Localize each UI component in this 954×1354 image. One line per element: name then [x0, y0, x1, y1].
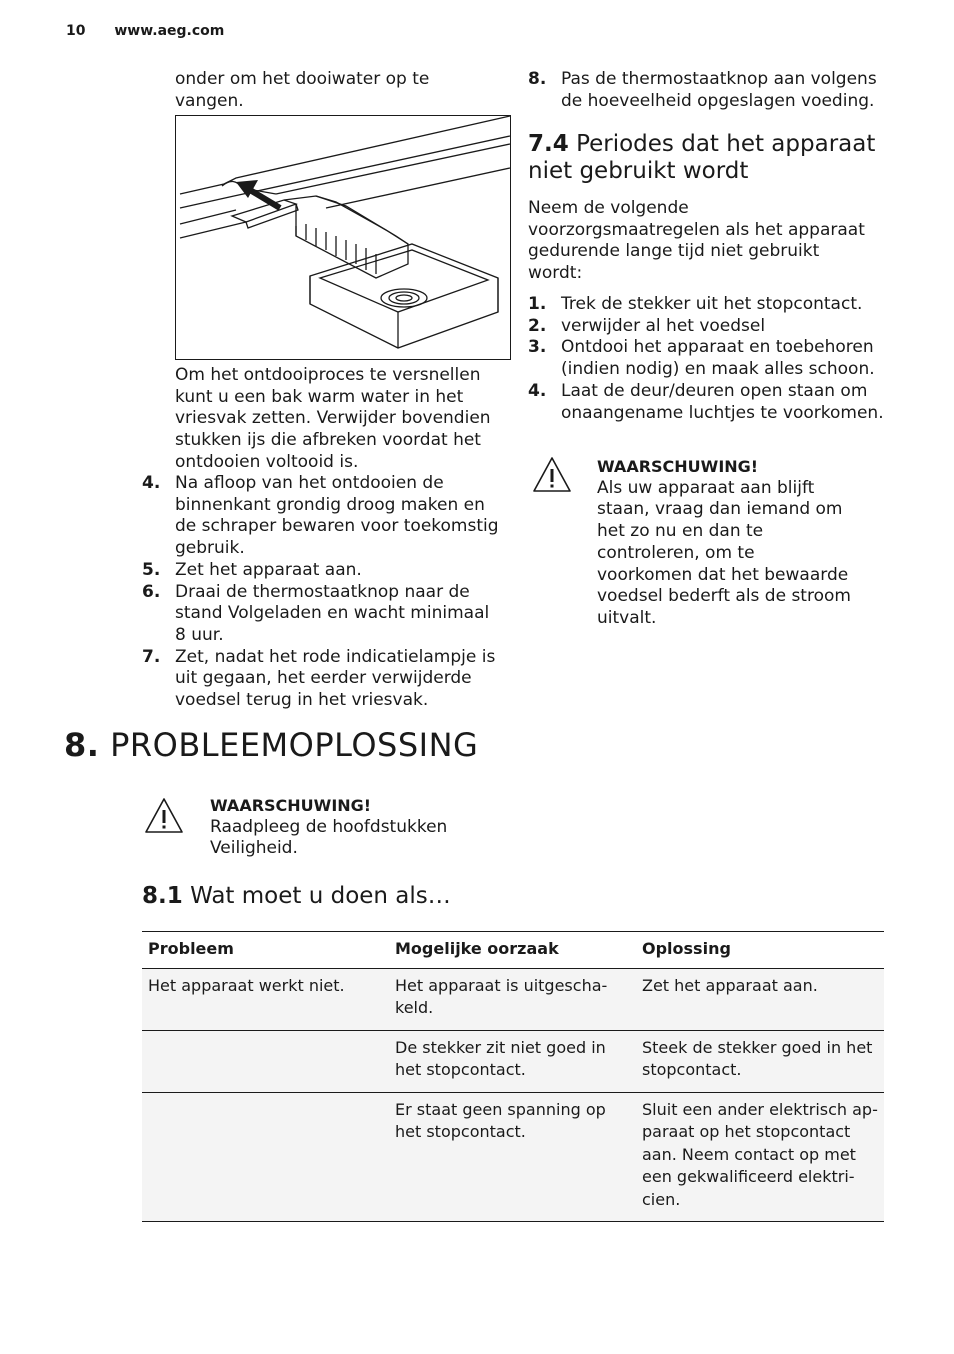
- list-item: 2. verwijder al het voedsel: [528, 315, 766, 336]
- table-cell: Steek de stekker goed in het stopcontact.: [636, 1030, 884, 1092]
- storage-warning: [597, 456, 852, 630]
- warning-title: WAARSCHUWING!: [597, 457, 759, 476]
- warning-triangle-icon: [144, 797, 184, 835]
- defrost-steps-list: [142, 473, 502, 712]
- troubleshooting-table: [142, 931, 884, 1222]
- table-cell: Er staat geen spanning op het stopcontact.: [389, 1092, 636, 1222]
- table-row: [142, 1030, 884, 1092]
- column-header: Oplossing: [636, 932, 884, 969]
- table-cell: Zet het apparaat aan.: [636, 968, 884, 1030]
- step-8-list: [528, 69, 890, 112]
- list-item: 8. Pas de thermostaatknop aan volgens de hoeveelheid opgeslagen voeding.: [528, 69, 877, 111]
- defrost-illustration: [175, 115, 511, 360]
- list-item: 1. Trek de stekker uit het stopcontact.: [528, 294, 863, 314]
- page-header: [66, 23, 224, 39]
- column-header: Probleem: [142, 932, 389, 969]
- intro-text: onder om het dooiwater op te vangen.: [175, 69, 430, 111]
- section-heading-7-4: 7.4 Periodes dat het apparaat niet gebruikt wordt: [528, 131, 876, 184]
- table-cell: Sluit een ander elektrisch ap-paraat op het stopcontact aan. Neem contact op met een gekwalificeerd elektri-cien.: [636, 1092, 884, 1222]
- section-heading-8-1: 8.1 Wat moet u doen als…: [142, 883, 451, 909]
- list-item: 4. Laat de deur/deuren open staan om onaangename luchtjes te voorkomen.: [528, 380, 884, 423]
- table-cell: [142, 1092, 389, 1222]
- list-item: 6. Draai de thermostaatknop naar de stand Volgeladen en wacht minimaal 8 uur.: [142, 581, 490, 645]
- table-header-row: [142, 932, 884, 969]
- table-row: [142, 1092, 884, 1222]
- list-item: 3. Ontdooi het apparaat en toebehoren (indien nodig) en maak alles schoon.: [528, 337, 875, 380]
- table-cell: De stekker zit niet goed in het stopcontact.: [389, 1030, 636, 1092]
- speedup-paragraph: Om het ontdooiproces te versnellen kunt u een bak warm water in het vriesvak zetten. Verwijder bovendien stukken ijs die afbreken voordat het ontdooien voltooid is.: [175, 365, 491, 472]
- table-cell: Het apparaat werkt niet.: [142, 968, 389, 1030]
- warning-triangle-icon: [532, 456, 572, 494]
- list-item: 5. Zet het apparaat aan.: [142, 559, 362, 580]
- warning-title: WAARSCHUWING!: [210, 796, 372, 815]
- storage-intro: Neem de volgende voorzorgsmaatregelen als het apparaat gedurende lange tijd niet gebruikt wordt:: [528, 198, 865, 284]
- list-item: 7. Zet, nadat het rode indicatielampje is uit gegaan, het eerder verwijderde voedsel terug in het vriesvak.: [142, 646, 496, 711]
- page-number: 10: [66, 23, 86, 39]
- table-row: [142, 968, 884, 1030]
- column-header: Mogelijke oorzaak: [389, 932, 636, 969]
- warning-text: Raadpleeg de hoofdstukken Veiligheid.: [210, 816, 448, 859]
- chapter-heading: 8. PROBLEEMOPLOSSING: [64, 726, 479, 764]
- warning-text: Als uw apparaat aan blijft staan, vraag dan iemand om het zo nu en dan te controleren, om te voorkomen dat het bewaarde voedsel bederft als de stroom uitvalt.: [597, 477, 851, 628]
- table-cell: Het apparaat is uitgescha-keld.: [389, 968, 636, 1030]
- chapter-warning: [210, 795, 510, 860]
- table-cell: [142, 1030, 389, 1092]
- site-url: www.aeg.com: [114, 23, 225, 39]
- storage-steps-list: [528, 294, 890, 424]
- list-item: 4. Na afloop van het ontdooien de binnenkant grondig droog maken en de schraper bewaren voor toekomstig gebruik.: [142, 473, 499, 559]
